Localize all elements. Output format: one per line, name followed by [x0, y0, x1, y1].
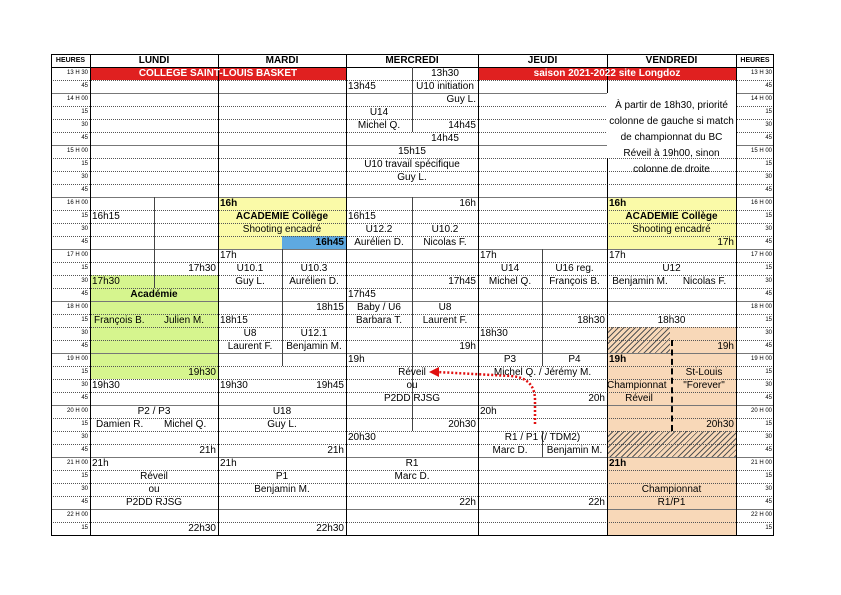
- fri-17h: 17h: [609, 250, 626, 261]
- border-line: [51, 535, 774, 536]
- time-label-right: 15: [765, 213, 772, 219]
- time-label-left: 22 H 00: [66, 512, 88, 518]
- time-label-right: 17 H 00: [750, 252, 772, 258]
- time-label-left: 15: [81, 421, 88, 427]
- tue-19h45: 19h45: [316, 380, 344, 391]
- time-label-left: 45: [81, 395, 88, 401]
- time-label-left: 19 H 00: [66, 356, 88, 362]
- time-label-left: 30: [81, 174, 88, 180]
- wed-u10-initiation: U10 initiation: [416, 81, 474, 92]
- wed-u8: U8: [438, 302, 452, 313]
- wed-nicolas: Nicolas F.: [423, 237, 467, 248]
- time-label-right: 45: [765, 447, 772, 453]
- fri-19h: 19h: [609, 354, 627, 365]
- row-line: [51, 431, 774, 432]
- time-label-right: 15: [765, 317, 772, 323]
- time-label-right: 15: [765, 161, 772, 167]
- fri-17h-end: 17h: [717, 237, 734, 248]
- wed-michel: Michel Q.: [357, 120, 401, 131]
- time-label-right: 45: [765, 395, 772, 401]
- wed-ou: ou: [406, 380, 418, 391]
- time-label-right: 15: [765, 109, 772, 115]
- thu-r1p1: R1 / P1 (/ TDM2): [504, 432, 581, 443]
- tue-benjamin: Benjamin M.: [286, 341, 342, 352]
- thu-francois: François B.: [549, 276, 600, 287]
- thu-18h30: 18h30: [480, 328, 508, 339]
- header-heures: HEURES: [55, 57, 86, 64]
- thu-20h-end: 20h: [588, 393, 605, 404]
- time-label-left: 45: [81, 239, 88, 245]
- mon-17h30: 17h30: [92, 276, 120, 287]
- priority-note: À partir de 18h30, priorité colonne de gauche si match de championnat du BC Réveil à 19h00, sinon colonne de droite: [609, 100, 734, 175]
- time-label-right: 22 H 00: [750, 512, 772, 518]
- time-label-left: 15: [81, 317, 88, 323]
- time-label-right: 45: [765, 83, 772, 89]
- friday-dashed-divider: [671, 340, 673, 431]
- time-label-left: 20 H 00: [66, 408, 88, 414]
- fri-academie: ACADEMIE Collège: [625, 211, 718, 222]
- tue-18h15: 18h15: [220, 315, 248, 326]
- mon-reveil: Réveil: [140, 471, 168, 482]
- time-label-right: 45: [765, 343, 772, 349]
- tue-guy2: Guy L.: [267, 419, 297, 430]
- fri-reveil: Réveil: [625, 393, 653, 404]
- wed-19h: 19h: [348, 354, 365, 365]
- row-line: [51, 509, 774, 510]
- fri-20h30-end: 20h30: [706, 419, 734, 430]
- tue-18h15-end: 18h15: [316, 302, 344, 313]
- mon-academie: Académie: [130, 289, 178, 300]
- fri-21h: 21h: [609, 458, 627, 469]
- fri-19h-end: 19h: [717, 341, 734, 352]
- time-label-right: 15: [765, 369, 772, 375]
- wed-u102: U10.2: [431, 224, 459, 235]
- time-label-right: 15: [765, 421, 772, 427]
- time-label-left: 15: [81, 265, 88, 271]
- time-label-right: 15: [765, 265, 772, 271]
- column-line: [478, 54, 479, 536]
- time-label-left: 15: [81, 369, 88, 375]
- time-label-left: 17 H 00: [66, 252, 88, 258]
- header-mardi: MARDI: [265, 55, 299, 66]
- time-label-left: 30: [81, 330, 88, 336]
- time-label-right: 45: [765, 499, 772, 505]
- time-label-left: 45: [81, 187, 88, 193]
- time-label-left: 15: [81, 473, 88, 479]
- wed-p2dd: P2DD RJSG: [383, 393, 441, 404]
- time-label-left: 30: [81, 278, 88, 284]
- mon-michel: Michel Q.: [164, 419, 207, 430]
- tue-16h45: 16h45: [315, 237, 344, 248]
- time-label-right: 30: [765, 226, 772, 232]
- tue-u101: U10.1: [236, 263, 264, 274]
- fri-nicolas: Nicolas F.: [682, 276, 727, 287]
- mon-19h30-end: 19h30: [188, 367, 216, 378]
- time-label-left: 15 H 00: [66, 148, 88, 154]
- wed-16h: 16h: [459, 198, 476, 209]
- mon-damien: Damien R.: [96, 419, 144, 430]
- time-label-right: 30: [765, 486, 772, 492]
- wed-reveil: Réveil: [398, 367, 426, 378]
- time-label-right: 30: [765, 382, 772, 388]
- header-mercredi: MERCREDI: [385, 55, 439, 66]
- tue-guy: Guy L.: [235, 276, 265, 287]
- mon-22h30: 22h30: [188, 523, 216, 534]
- wed-13h30: 13h30: [431, 68, 459, 79]
- time-label-right: 30: [765, 122, 772, 128]
- row-line: [51, 184, 774, 185]
- mon-p2dd: P2DD RJSG: [125, 497, 183, 508]
- fri-16h: 16h: [609, 198, 627, 209]
- time-label-left: 13 H 30: [66, 70, 88, 76]
- time-label-left: 15: [81, 109, 88, 115]
- time-label-right: 45: [765, 291, 772, 297]
- wed-baby: Baby / U6: [357, 302, 401, 313]
- time-label-right: 21 H 00: [750, 460, 772, 466]
- thu-u14: U14: [500, 263, 520, 274]
- tuesday-academie-tail: [218, 236, 282, 249]
- fri-18h30: 18h30: [657, 315, 686, 326]
- time-label-left: 45: [81, 343, 88, 349]
- time-label-right: 15 H 00: [750, 148, 772, 154]
- thu-17h: 17h: [480, 250, 497, 261]
- time-label-left: 15: [81, 213, 88, 219]
- wed-guy2: Guy L.: [397, 172, 427, 183]
- wed-u14: U14: [369, 107, 389, 118]
- header-jeudi: JEUDI: [527, 55, 558, 66]
- tue-u103: U10.3: [300, 263, 328, 274]
- wed-guy: Guy L.: [446, 94, 476, 105]
- column-line: [218, 54, 219, 536]
- wed-22h: 22h: [459, 497, 476, 508]
- time-label-left: 15: [81, 161, 88, 167]
- wed-u122: U12.2: [365, 224, 393, 235]
- time-label-left: 16 H 00: [66, 200, 88, 206]
- wed-13h45: 13h45: [348, 81, 376, 92]
- tue-benjamin2: Benjamin M.: [254, 484, 310, 495]
- time-label-right: 18 H 00: [750, 304, 772, 310]
- time-label-left: 45: [81, 83, 88, 89]
- fri-championnat: Championnat: [607, 380, 667, 391]
- mon-francois: François B.: [94, 315, 145, 326]
- time-label-left: 15: [81, 525, 88, 531]
- time-label-right: 15: [765, 473, 772, 479]
- time-label-right: 45: [765, 135, 772, 141]
- fri-forever: "Forever": [683, 380, 725, 391]
- time-label-left: 18 H 00: [66, 304, 88, 310]
- time-label-right: 45: [765, 239, 772, 245]
- wed-marc: Marc D.: [394, 471, 430, 482]
- wed-r1: R1: [405, 458, 419, 469]
- thu-18h30-end: 18h30: [577, 315, 605, 326]
- fri-r1p1: R1/P1: [657, 497, 686, 508]
- time-label-left: 45: [81, 447, 88, 453]
- wed-laurent: Laurent F.: [422, 315, 468, 326]
- time-label-left: 14 H 00: [66, 96, 88, 102]
- time-label-left: 45: [81, 291, 88, 297]
- mon-21h-end: 21h: [199, 445, 216, 456]
- thu-benjamin: Benjamin M.: [546, 445, 603, 456]
- column-line: [773, 54, 774, 536]
- fri-u12: U12: [662, 263, 681, 274]
- mon-19h30: 19h30: [92, 380, 120, 391]
- mon-16h15: 16h15: [92, 211, 120, 222]
- tue-u8: U8: [243, 328, 257, 339]
- thu-p4: P4: [568, 354, 581, 365]
- mon-21h: 21h: [92, 458, 109, 469]
- mon-17h30-end: 17h30: [188, 263, 216, 274]
- time-label-right: 30: [765, 278, 772, 284]
- wed-aurelien: Aurélien D.: [354, 237, 404, 248]
- tue-21h-end: 21h: [327, 445, 344, 456]
- college-banner-text: COLLEGE SAINT-LOUIS BASKET: [138, 68, 298, 79]
- time-label-left: 30: [81, 382, 88, 388]
- thu-u16: U16 reg.: [555, 263, 594, 274]
- tue-19h30: 19h30: [220, 380, 248, 391]
- time-label-left: 45: [81, 135, 88, 141]
- time-label-left: 30: [81, 486, 88, 492]
- time-label-right: 14 H 00: [750, 96, 772, 102]
- red-arrow-icon: [421, 364, 541, 426]
- time-label-right: 19 H 00: [750, 356, 772, 362]
- mon-julien: Julien M.: [164, 315, 205, 326]
- time-label-right: 15: [765, 525, 772, 531]
- wed-17h45-end: 17h45: [448, 276, 476, 287]
- header-heures-right: HEURES: [740, 57, 770, 64]
- wed-20h30: 20h30: [348, 432, 376, 443]
- wed-barbara: Barbara T.: [356, 315, 402, 326]
- thu-p3: P3: [503, 354, 517, 365]
- tue-aurelien: Aurélien D.: [289, 276, 339, 287]
- season-banner-text: saison 2021-2022 site Longdoz: [533, 68, 681, 79]
- time-label-right: 16 H 00: [750, 200, 772, 206]
- wed-14h45b: 14h45: [431, 133, 459, 144]
- wed-20h30-end: 20h30: [448, 419, 476, 430]
- fri-benjamin: Benjamin M.: [612, 276, 668, 287]
- time-label-right: 30: [765, 434, 772, 440]
- thu-20h: 20h: [480, 406, 497, 417]
- time-label-left: 30: [81, 226, 88, 232]
- wed-16h15: 16h15: [348, 211, 376, 222]
- wed-14h45a: 14h45: [448, 120, 476, 131]
- time-label-left: 30: [81, 434, 88, 440]
- tue-22h30: 22h30: [316, 523, 344, 534]
- schedule-grid: [51, 54, 774, 536]
- mon-p2p3: P2 / P3: [137, 406, 171, 417]
- tue-shooting: Shooting encadré: [242, 224, 322, 235]
- time-label-right: 13 H 30: [750, 70, 772, 76]
- tue-16h: 16h: [220, 198, 238, 209]
- header-lundi: LUNDI: [138, 55, 170, 66]
- fri-shooting: Shooting encadré: [632, 224, 711, 235]
- time-label-left: 45: [81, 499, 88, 505]
- tue-u18: U18: [272, 406, 292, 417]
- wed-15h15: 15h15: [398, 146, 426, 157]
- tue-17h: 17h: [220, 250, 237, 261]
- time-label-right: 20 H 00: [750, 408, 772, 414]
- fri-championnat2: Championnat: [641, 484, 702, 495]
- thu-michel: Michel Q.: [488, 276, 532, 287]
- tue-21h: 21h: [220, 458, 237, 469]
- thu-marc: Marc D.: [492, 445, 528, 456]
- time-label-right: 30: [765, 174, 772, 180]
- tue-p1: P1: [275, 471, 289, 482]
- tue-academie: ACADEMIE Collège: [235, 211, 329, 222]
- time-label-left: 30: [81, 122, 88, 128]
- fri-stlouis: St-Louis: [685, 367, 723, 378]
- wed-u10-travail: U10 travail spécifique: [364, 159, 460, 170]
- time-label-left: 21 H 00: [66, 460, 88, 466]
- thu-michel-jeremy: Michel Q. / Jérémy M.: [493, 367, 592, 378]
- time-label-right: 30: [765, 330, 772, 336]
- tue-laurent: Laurent F.: [227, 341, 273, 352]
- mon-ou: ou: [148, 484, 160, 495]
- time-label-right: 45: [765, 187, 772, 193]
- tue-u121: U12.1: [300, 328, 328, 339]
- header-vendredi: VENDREDI: [645, 55, 698, 66]
- thu-22h: 22h: [588, 497, 605, 508]
- wed-19h-end: 19h: [459, 341, 476, 352]
- wed-17h45: 17h45: [348, 289, 376, 300]
